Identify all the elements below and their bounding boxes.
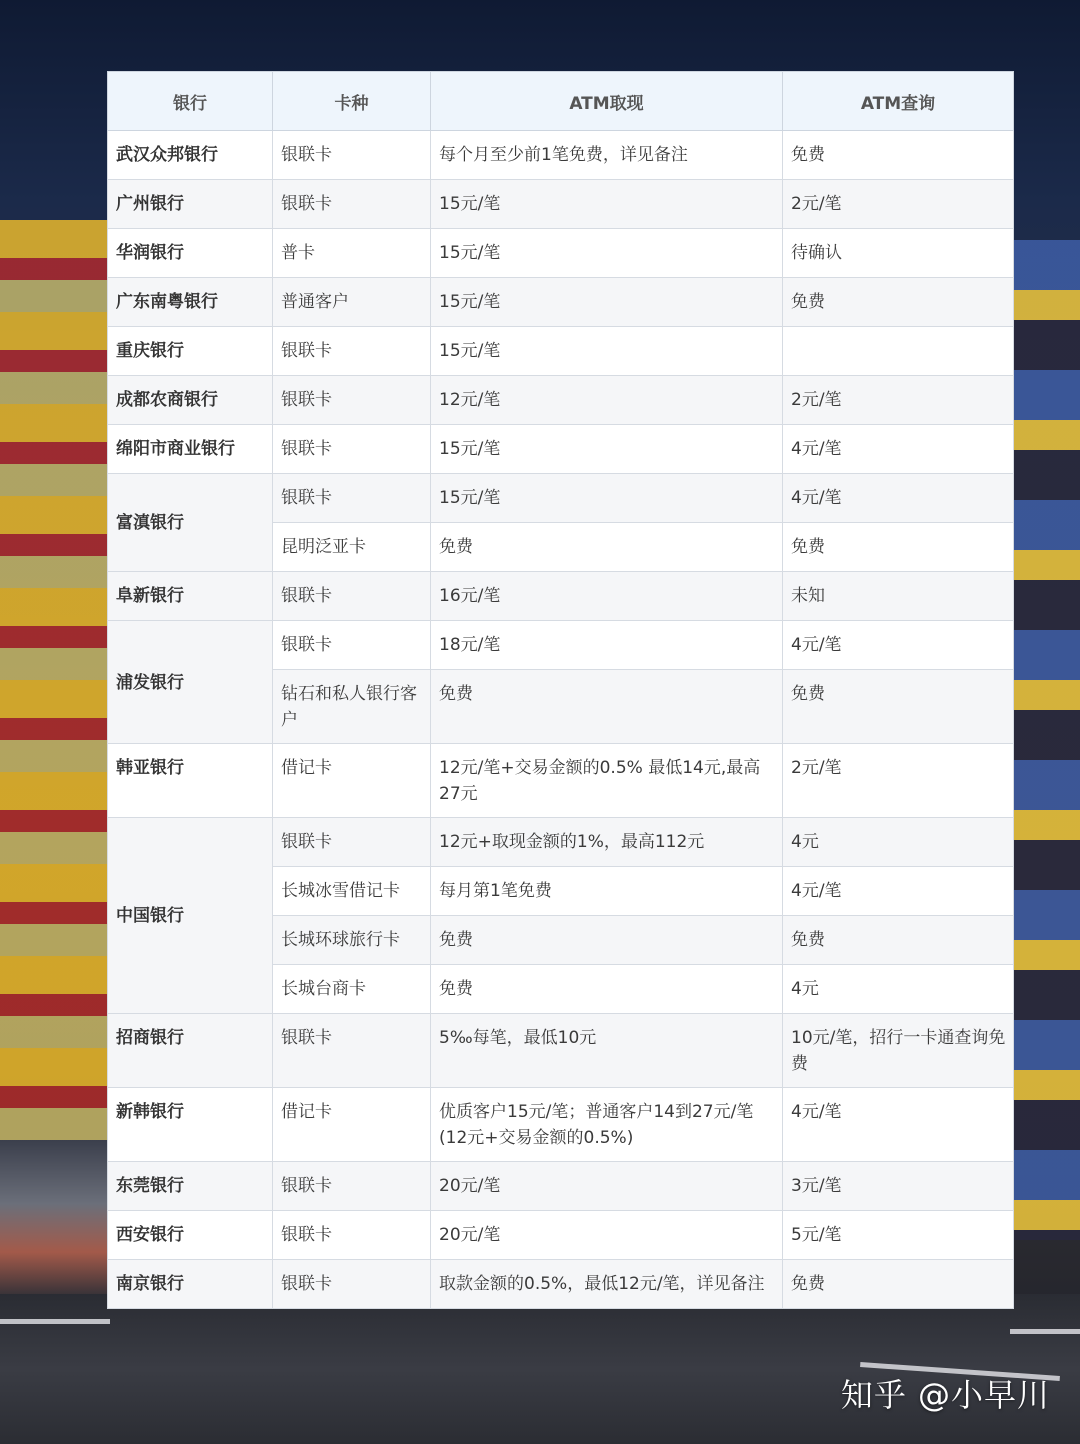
cell-bank: 广州银行 [108,180,273,229]
cell-atm-withdrawal: 12元+取现金额的1%，最高112元 [431,818,783,867]
cell-atm-inquiry: 免费 [783,278,1014,327]
cell-atm-inquiry: 4元 [783,818,1014,867]
cell-bank: 中国银行 [108,818,273,1014]
cell-atm-inquiry: 免费 [783,1260,1014,1309]
cell-bank: 成都农商银行 [108,376,273,425]
cell-atm-withdrawal: 免费 [431,916,783,965]
cell-atm-withdrawal: 优质客户15元/笔；普通客户14到27元/笔(12元+交易金额的0.5%) [431,1088,783,1162]
cell-atm-withdrawal: 每个月至少前1笔免费，详见备注 [431,131,783,180]
header-atm-withdrawal: ATM取现 [431,72,783,131]
cell-atm-inquiry: 4元/笔 [783,867,1014,916]
background-left-street [0,1140,110,1300]
table-body [108,131,1014,1309]
cell-atm-withdrawal: 20元/笔 [431,1162,783,1211]
cell-bank: 招商银行 [108,1014,273,1088]
cell-card-type: 银联卡 [273,376,431,425]
atm-fee-table [107,71,1014,1309]
watermark: 知乎 @小早川 [840,1376,1050,1414]
cell-atm-withdrawal: 15元/笔 [431,327,783,376]
cell-atm-inquiry: 待确认 [783,229,1014,278]
cell-atm-inquiry [783,327,1014,376]
table-row [108,621,1014,670]
cell-card-type: 银联卡 [273,1211,431,1260]
cell-card-type: 借记卡 [273,744,431,818]
table-row [108,278,1014,327]
cell-atm-inquiry: 4元/笔 [783,621,1014,670]
table-row [108,744,1014,818]
table-row [108,1211,1014,1260]
cell-card-type: 银联卡 [273,474,431,523]
cell-bank: 新韩银行 [108,1088,273,1162]
cell-card-type: 银联卡 [273,572,431,621]
table-row [108,376,1014,425]
cell-atm-inquiry: 免费 [783,670,1014,744]
cell-atm-inquiry: 2元/笔 [783,376,1014,425]
cell-atm-inquiry: 免费 [783,523,1014,572]
cell-card-type: 银联卡 [273,425,431,474]
cell-atm-withdrawal: 免费 [431,523,783,572]
cell-atm-inquiry: 未知 [783,572,1014,621]
cell-card-type: 长城冰雪借记卡 [273,867,431,916]
cell-atm-inquiry: 4元/笔 [783,474,1014,523]
table-header-row [108,72,1014,131]
cell-bank: 绵阳市商业银行 [108,425,273,474]
cell-card-type: 银联卡 [273,327,431,376]
cell-card-type: 银联卡 [273,1162,431,1211]
header-atm-inquiry: ATM查询 [783,72,1014,131]
cell-bank: 阜新银行 [108,572,273,621]
cell-atm-inquiry: 免费 [783,916,1014,965]
cell-card-type: 钻石和私人银行客户 [273,670,431,744]
cell-atm-inquiry: 5元/笔 [783,1211,1014,1260]
cell-atm-withdrawal: 5‰每笔，最低10元 [431,1014,783,1088]
header-bank: 银行 [108,72,273,131]
cell-atm-withdrawal: 15元/笔 [431,474,783,523]
cell-atm-withdrawal: 15元/笔 [431,180,783,229]
cell-card-type: 银联卡 [273,180,431,229]
cell-atm-withdrawal: 每月第1笔免费 [431,867,783,916]
table-row [108,1162,1014,1211]
cell-atm-inquiry: 4元 [783,965,1014,1014]
cell-card-type: 银联卡 [273,621,431,670]
cell-atm-withdrawal: 15元/笔 [431,278,783,327]
background-road [0,1294,1080,1444]
cell-bank: 富滇银行 [108,474,273,572]
cell-bank: 南京银行 [108,1260,273,1309]
table-row [108,474,1014,523]
header-card-type: 卡种 [273,72,431,131]
cell-bank: 重庆银行 [108,327,273,376]
table-row [108,131,1014,180]
cell-bank: 韩亚银行 [108,744,273,818]
cell-card-type: 长城环球旅行卡 [273,916,431,965]
table-row [108,572,1014,621]
cell-bank: 广东南粤银行 [108,278,273,327]
cell-atm-withdrawal: 免费 [431,965,783,1014]
cell-atm-withdrawal: 15元/笔 [431,425,783,474]
cell-atm-inquiry: 免费 [783,131,1014,180]
cell-card-type: 普卡 [273,229,431,278]
atm-fee-table-container [107,71,1013,1309]
cell-atm-withdrawal: 取款金额的0.5%，最低12元/笔，详见备注 [431,1260,783,1309]
table-row [108,180,1014,229]
table-row [108,1260,1014,1309]
cell-card-type: 借记卡 [273,1088,431,1162]
cell-card-type: 银联卡 [273,1260,431,1309]
cell-bank: 华润银行 [108,229,273,278]
cell-card-type: 银联卡 [273,1014,431,1088]
cell-atm-withdrawal: 16元/笔 [431,572,783,621]
cell-bank: 东莞银行 [108,1162,273,1211]
background-right-building [1010,240,1080,1240]
cell-atm-inquiry: 10元/笔，招行一卡通查询免费 [783,1014,1014,1088]
cell-card-type: 长城台商卡 [273,965,431,1014]
cell-atm-withdrawal: 12元/笔 [431,376,783,425]
cell-card-type: 普通客户 [273,278,431,327]
table-row [108,818,1014,867]
cell-atm-withdrawal: 20元/笔 [431,1211,783,1260]
cell-card-type: 银联卡 [273,818,431,867]
cell-atm-withdrawal: 免费 [431,670,783,744]
cell-atm-inquiry: 2元/笔 [783,180,1014,229]
cell-card-type: 昆明泛亚卡 [273,523,431,572]
cell-atm-inquiry: 3元/笔 [783,1162,1014,1211]
background-left-building [0,220,110,1140]
cell-atm-withdrawal: 12元/笔+交易金额的0.5% 最低14元,最高27元 [431,744,783,818]
cell-atm-inquiry: 4元/笔 [783,1088,1014,1162]
table-row [108,1088,1014,1162]
table-row [108,425,1014,474]
cell-atm-inquiry: 2元/笔 [783,744,1014,818]
table-row [108,229,1014,278]
cell-bank: 西安银行 [108,1211,273,1260]
cell-bank: 武汉众邦银行 [108,131,273,180]
table-row [108,1014,1014,1088]
cell-bank: 浦发银行 [108,621,273,744]
cell-atm-withdrawal: 18元/笔 [431,621,783,670]
cell-atm-withdrawal: 15元/笔 [431,229,783,278]
table-row [108,327,1014,376]
cell-card-type: 银联卡 [273,131,431,180]
cell-atm-inquiry: 4元/笔 [783,425,1014,474]
